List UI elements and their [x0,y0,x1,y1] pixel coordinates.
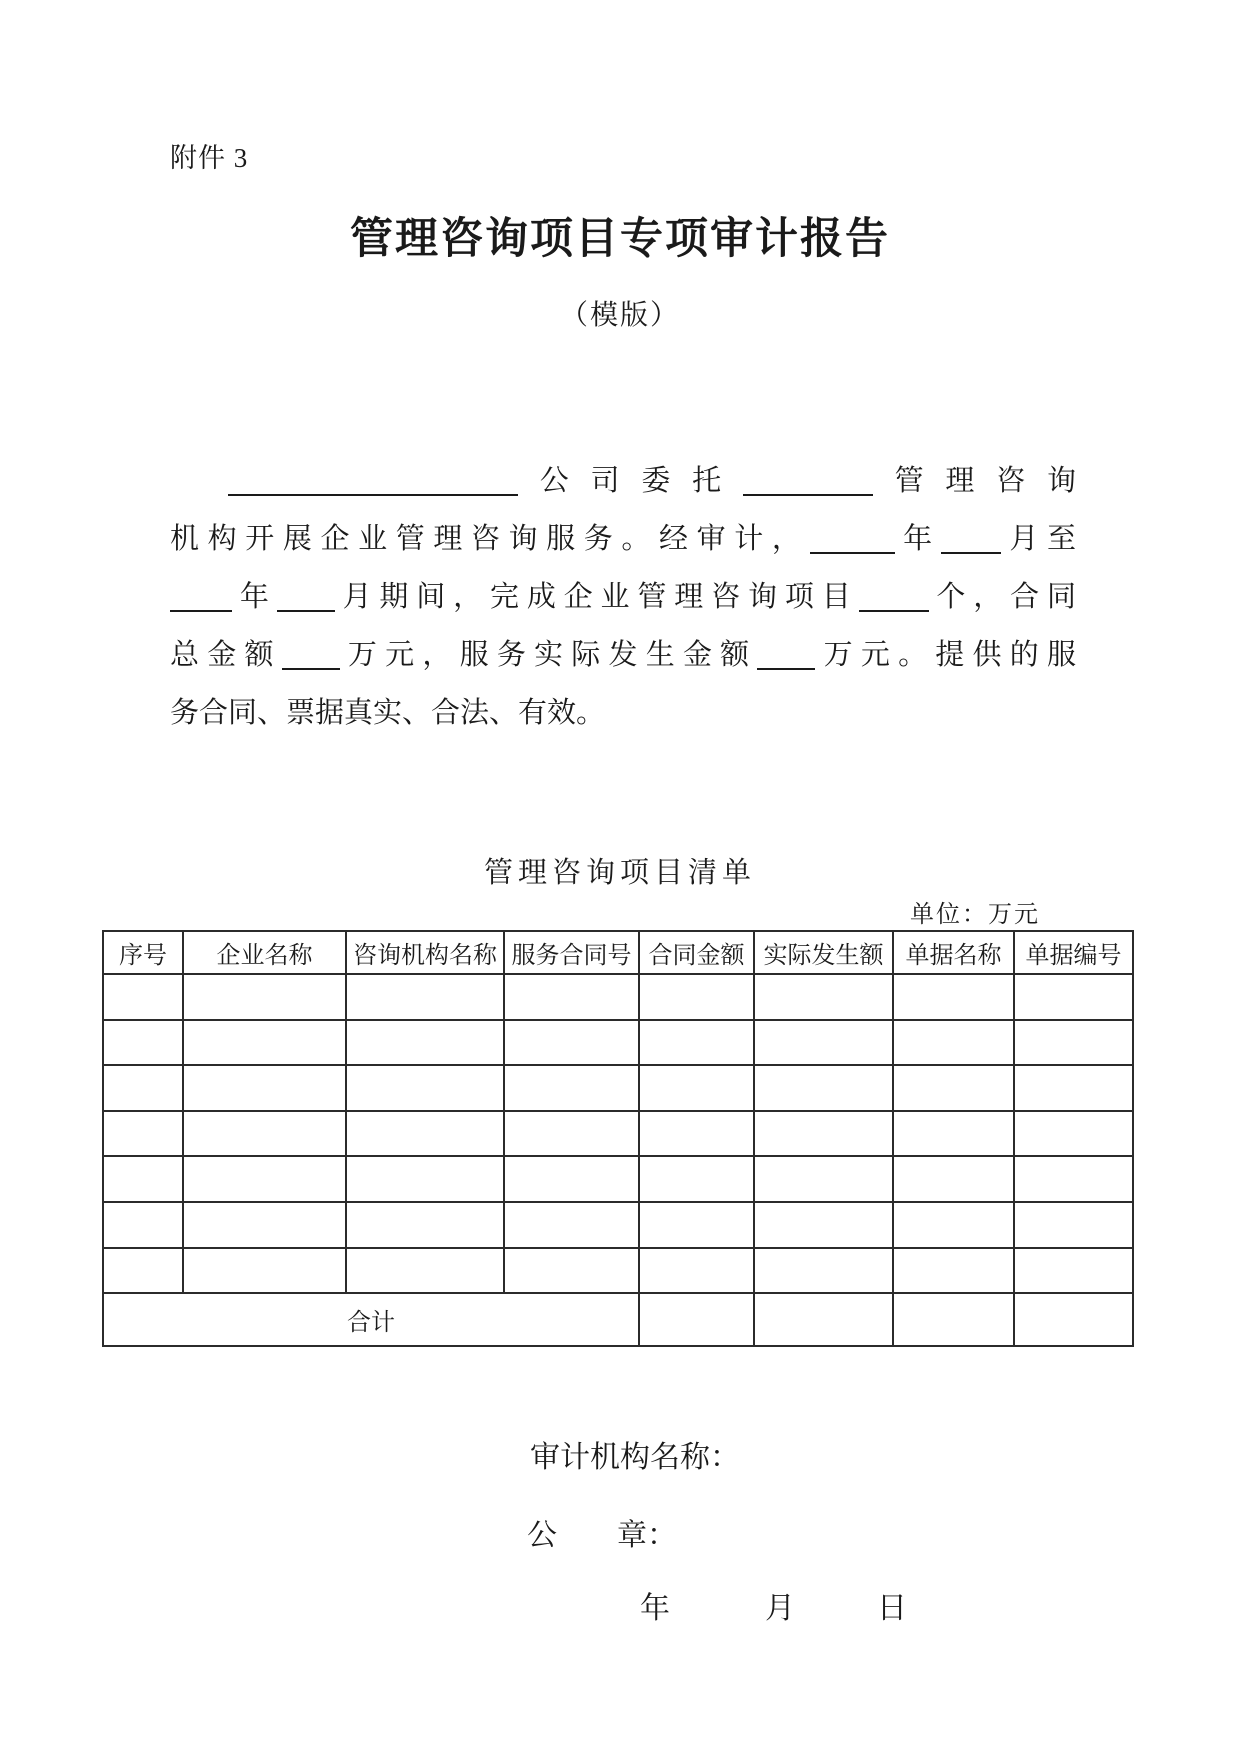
table-row [103,1111,1133,1157]
date-month-label: 月 [765,1592,795,1625]
paragraph-line [170,684,1076,742]
blank-underline [170,607,232,612]
empty-cell [103,1065,183,1111]
paragraph-text: 月至 [1000,523,1076,555]
empty-cell [639,1065,754,1111]
empty-cell [754,1156,893,1202]
paragraph-line [170,568,1076,626]
total-value-cell [754,1293,893,1346]
first-line-indent [170,489,228,490]
paragraph-line [170,510,1076,568]
paragraph-text: 个，合同 [928,581,1076,613]
paragraph-text: 管理咨询 [872,465,1076,497]
empty-cell [639,1202,754,1248]
project-list-title: 管理咨询项目清单 [483,857,756,889]
empty-cell [893,1248,1014,1294]
empty-cell [893,974,1014,1020]
table-row [103,1156,1133,1202]
empty-cell [754,1111,893,1157]
empty-cell [183,1065,346,1111]
empty-cell [639,1111,754,1157]
empty-cell [1014,1065,1133,1111]
empty-cell [754,974,893,1020]
empty-cell [1014,974,1133,1020]
table-row [103,1065,1133,1111]
blank-underline [228,491,518,496]
empty-cell [754,1248,893,1294]
empty-cell [1014,1020,1133,1066]
paragraph-text: 公司委托 [518,465,743,497]
empty-cell [1014,1111,1133,1157]
paragraph-text: 务合同、票据真实、合法、有效。 [170,697,606,729]
blank-underline [757,665,815,670]
total-value-cell [1014,1293,1133,1346]
paragraph-text: 年 [894,523,941,555]
empty-cell [504,1111,639,1157]
empty-cell [504,1020,639,1066]
date-day-label: 日 [877,1592,907,1625]
empty-cell [103,1248,183,1294]
empty-cell [639,1248,754,1294]
paragraph-text: 总金额 [170,639,282,671]
empty-cell [893,1156,1014,1202]
empty-cell [103,1156,183,1202]
paragraph-line [170,452,1076,510]
table-row [103,1248,1133,1294]
empty-cell [346,1248,504,1294]
empty-cell [504,1156,639,1202]
date-year-label: 年 [640,1592,670,1625]
table-body [103,974,1133,1346]
paragraph-text: 年 [232,581,277,613]
document-subtitle: （模版） [559,300,680,331]
table-header-row [103,931,1133,974]
empty-cell [639,1156,754,1202]
column-header: 序号 [103,931,183,974]
total-value-cell [893,1293,1014,1346]
table-header [103,931,1133,974]
empty-cell [893,1065,1014,1111]
empty-cell [504,1065,639,1111]
empty-cell [346,1202,504,1248]
total-value-cell [639,1293,754,1346]
paragraph-text: 月期间，完成企业管理咨询项目 [334,581,859,613]
date-line [640,1583,907,1627]
total-row [103,1293,1133,1346]
column-header: 企业名称 [183,931,346,974]
table-row [103,974,1133,1020]
empty-cell [1014,1202,1133,1248]
table-row [103,1020,1133,1066]
paragraph-text: 万元。提供的服 [815,639,1076,671]
column-header: 单据编号 [1014,931,1133,974]
blank-underline [941,549,1001,554]
unit-note: 单位：万元 [910,902,1040,928]
blank-underline [277,607,335,612]
empty-cell [893,1020,1014,1066]
column-header: 咨询机构名称 [346,931,504,974]
empty-cell [754,1020,893,1066]
empty-cell [754,1202,893,1248]
attachment-label: 附件 3 [170,143,249,173]
blank-underline [810,549,895,554]
empty-cell [183,974,346,1020]
auditor-name-label: 审计机构名称： [530,1441,740,1474]
empty-cell [504,1202,639,1248]
paragraph-text: 万元，服务实际发生金额 [339,639,758,671]
empty-cell [103,1111,183,1157]
empty-cell [504,1248,639,1294]
intro-paragraph [170,452,1076,742]
empty-cell [504,974,639,1020]
column-header: 单据名称 [893,931,1014,974]
empty-cell [893,1202,1014,1248]
empty-cell [103,1020,183,1066]
empty-cell [103,974,183,1020]
empty-cell [346,1156,504,1202]
project-table [102,930,1134,1347]
empty-cell [183,1020,346,1066]
empty-cell [183,1156,346,1202]
empty-cell [346,1065,504,1111]
empty-cell [346,1111,504,1157]
empty-cell [346,974,504,1020]
total-label-cell: 合计 [103,1293,639,1346]
empty-cell [1014,1156,1133,1202]
empty-cell [754,1065,893,1111]
blank-underline [859,607,929,612]
empty-cell [1014,1248,1133,1294]
empty-cell [183,1248,346,1294]
empty-cell [183,1111,346,1157]
official-seal-label: 公 章： [527,1519,677,1552]
empty-cell [893,1111,1014,1157]
table-row [103,1202,1133,1248]
blank-underline [743,491,873,496]
empty-cell [639,974,754,1020]
paragraph-text: 机构开展企业管理咨询服务。经审计， [170,523,810,555]
empty-cell [346,1020,504,1066]
empty-cell [183,1202,346,1248]
blank-underline [282,665,340,670]
empty-cell [639,1020,754,1066]
column-header: 服务合同号 [504,931,639,974]
paragraph-line [170,626,1076,684]
empty-cell [103,1202,183,1248]
column-header: 合同金额 [639,931,754,974]
column-header: 实际发生额 [754,931,893,974]
document-title: 管理咨询项目专项审计报告 [350,215,890,263]
